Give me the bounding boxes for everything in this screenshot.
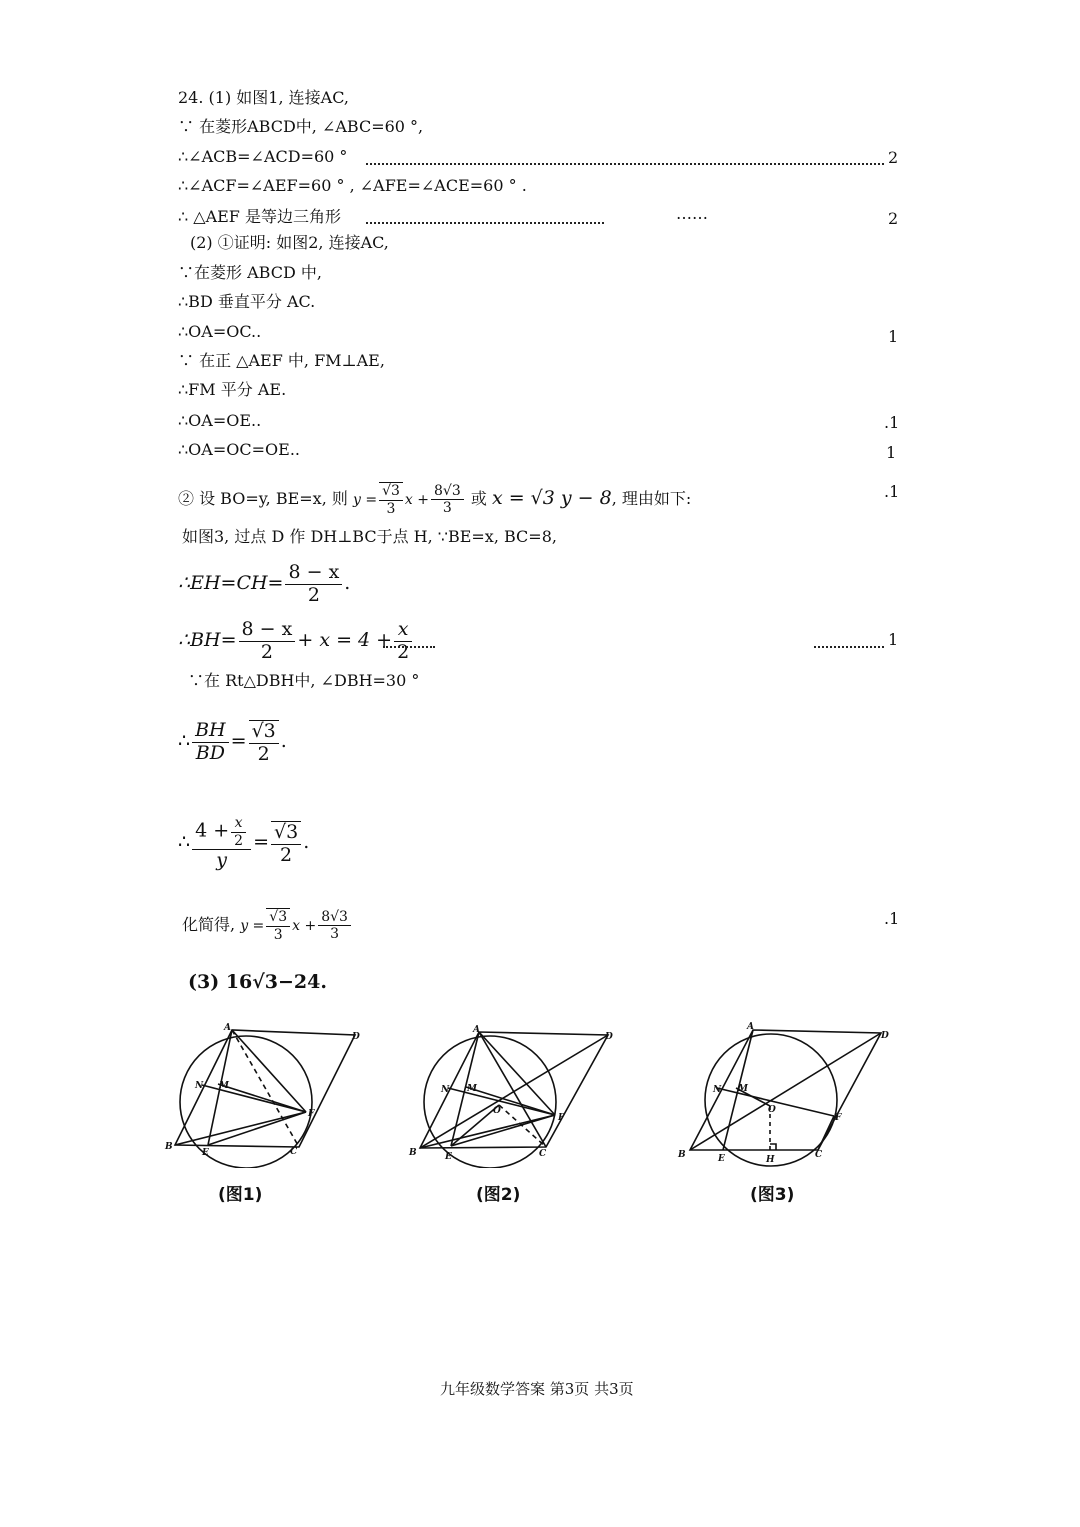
- label-M: M: [738, 1084, 748, 1094]
- label-H: H: [766, 1155, 775, 1165]
- fm-perp-ae: ∵ 在正 △AEF 中, FM⊥AE,: [178, 351, 385, 370]
- figure-2: [405, 1018, 620, 1168]
- caption-figure-2: (图2): [476, 1185, 521, 1205]
- equilateral-conclusion: ∴ △AEF 是等边三角形: [178, 207, 341, 226]
- score-leader: [366, 163, 884, 165]
- eh-eq-ch: ∴EH=CH= $\frac{8 - x}{2}$ .: [178, 561, 351, 606]
- bd-bisects-ac: ∴BD 垂直平分 AC.: [178, 292, 316, 311]
- score: 1: [888, 327, 899, 346]
- fig3-construction: 如图3, 过点 D 作 DH⊥BC于点 H, ∵BE=x, BC=8,: [182, 527, 557, 546]
- fm-bisects-ae: ∴FM 平分 AE.: [178, 380, 287, 399]
- part2-2-statement: ② 设 BO=y, BE=x, 则 y = $\frac{√3}{3}$ x + $\frac{8√3}{3}$ 或 x = √3 y − 8, 理由如下:: [178, 482, 692, 517]
- score: 1: [888, 630, 899, 649]
- q24-part1-intro: 24. (1) 如图1, 连接AC,: [178, 88, 349, 107]
- figure-1: [160, 1018, 370, 1168]
- label-C: C: [815, 1150, 823, 1160]
- label-N: N: [441, 1085, 450, 1095]
- score-leader: [383, 646, 435, 648]
- score: 1: [886, 443, 897, 462]
- part3-answer: (3) 16√3−24.: [188, 971, 327, 993]
- label-B: B: [678, 1150, 686, 1160]
- label-D: D: [605, 1032, 613, 1042]
- rhombus-given: ∵ 在菱形ABCD中, ∠ABC=60 °,: [178, 117, 424, 136]
- score: .1: [884, 909, 900, 928]
- label-N: N: [195, 1081, 204, 1091]
- page-footer: 九年级数学答案 第3页 共3页: [440, 1380, 634, 1398]
- label-A: A: [473, 1025, 480, 1035]
- label-A: A: [224, 1023, 231, 1033]
- q24-part2-intro: (2) ①证明: 如图2, 连接AC,: [190, 233, 389, 252]
- label-E: E: [202, 1148, 209, 1158]
- label-E: E: [718, 1154, 725, 1164]
- label-M: M: [467, 1084, 477, 1094]
- oa-eq-oe: ∴OA=OE..: [178, 411, 262, 430]
- equation-y: ∴ 4 + $\frac{x}{2}$ y = $\frac{√3}{2}$ .: [178, 815, 310, 871]
- angle-acf-aef: ∴∠ACF=∠AEF=60 ° , ∠AFE=∠ACE=60 ° .: [178, 176, 527, 195]
- label-F: F: [558, 1113, 565, 1123]
- label-N: N: [713, 1085, 722, 1095]
- label-B: B: [165, 1142, 173, 1152]
- caption-figure-3: (图3): [750, 1185, 795, 1205]
- score: .1: [884, 482, 900, 501]
- label-E: E: [445, 1152, 452, 1162]
- label-O: O: [768, 1105, 776, 1115]
- label-B: B: [409, 1148, 417, 1158]
- score: 2: [888, 209, 899, 228]
- label-D: D: [881, 1031, 889, 1041]
- score: .1: [884, 413, 900, 432]
- label-A: A: [747, 1022, 754, 1032]
- oa-oc-oe: ∴OA=OC=OE..: [178, 440, 300, 459]
- label-O: O: [493, 1106, 501, 1116]
- label-D: D: [352, 1032, 360, 1042]
- label-M: M: [219, 1081, 229, 1091]
- label-C: C: [539, 1149, 547, 1159]
- ellipsis: ……: [676, 204, 708, 223]
- figure-3: [675, 1018, 895, 1168]
- label-F: F: [308, 1109, 315, 1119]
- angle-acb-acd: ∴∠ACB=∠ACD=60 °: [178, 147, 348, 166]
- rt-triangle-dbh: ∵在 Rt△DBH中, ∠DBH=30 °: [188, 671, 420, 690]
- score: 2: [888, 148, 899, 167]
- label-F: F: [835, 1113, 842, 1123]
- score-leader: [366, 222, 604, 224]
- rhombus-given-2: ∵在菱形 ABCD 中,: [178, 263, 322, 282]
- simplified-result: 化简得, y = $\frac{√3}{3}$ x + $\frac{8√3}{3}$: [182, 900, 353, 951]
- label-C: C: [290, 1147, 298, 1157]
- bh-over-bd: ∴ $\frac{BH}{BD}$ = $\frac{√3}{2}$ .: [178, 719, 287, 765]
- oa-eq-oc: ∴OA=OC..: [178, 322, 262, 341]
- score-leader: [814, 646, 884, 648]
- caption-figure-1: (图1): [218, 1185, 263, 1205]
- bh-expression: ∴BH= $\frac{8 - x}{2}$ + x = 4 + $\frac{x}{2}$: [178, 613, 414, 668]
